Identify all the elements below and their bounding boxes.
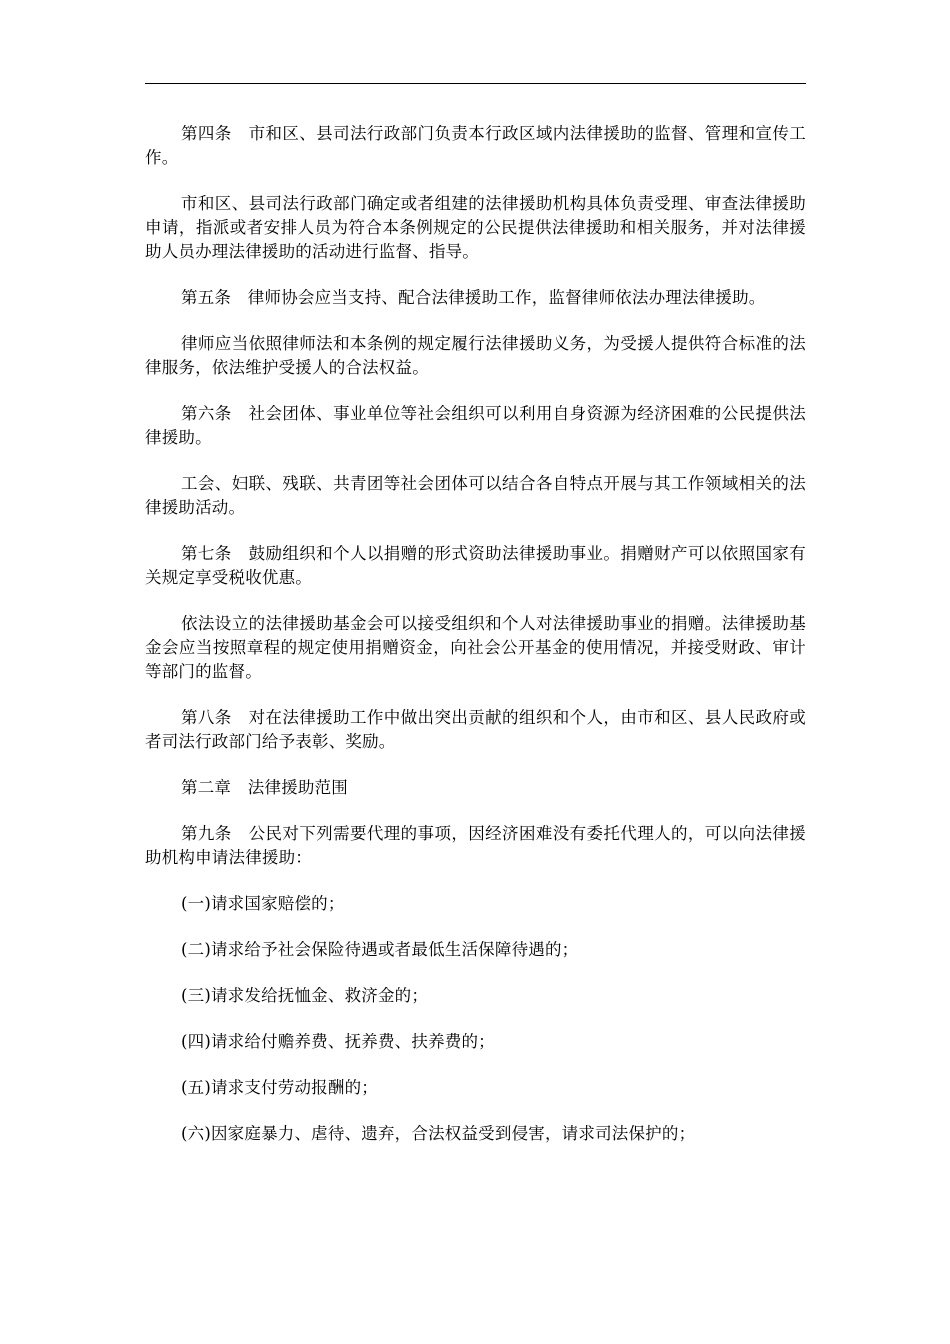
- document-body: [145, 122, 806, 1168]
- article-9-item-3: (三)请求发给抚恤金、救济金的；: [181, 986, 429, 1005]
- article-9-item-2: (二)请求给予社会保险待遇或者最低生活保障待遇的；: [181, 940, 579, 959]
- header-rule: [145, 83, 806, 84]
- article-9-item-5: (五)请求支付劳动报酬的；: [181, 1078, 378, 1097]
- article-6-para-1: 第六条 社会团体、事业单位等社会组织可以利用自身资源为经济困难的公民提供法律援助。: [145, 404, 806, 447]
- article-5-para-1: 第五条 律师协会应当支持、配合法律援助工作，监督律师依法办理法律援助。: [181, 288, 766, 307]
- article-9-item-4: (四)请求给付赡养费、抚养费、扶养费的；: [181, 1032, 495, 1051]
- article-4-para-2: 市和区、县司法行政部门确定或者组建的法律援助机构具体负责受理、审查法律援助申请，指派或者安排人员为符合本条例规定的公民提供法律援助和相关服务，并对法律援助人员办理法律援助的活动进行监督、指导。: [145, 194, 806, 261]
- chapter-2-heading: 第二章 法律援助范围: [181, 778, 348, 797]
- article-4-para-1: 第四条 市和区、县司法行政部门负责本行政区域内法律援助的监督、管理和宣传工作。: [145, 124, 806, 167]
- article-7-para-1: 第七条 鼓励组织和个人以捐赠的形式资助法律援助事业。捐赠财产可以依照国家有关规定享受税收优惠。: [145, 544, 806, 587]
- article-7-para-2: 依法设立的法律援助基金会可以接受组织和个人对法律援助事业的捐赠。法律援助基金会应当按照章程的规定使用捐赠资金，向社会公开基金的使用情况，并接受财政、审计等部门的监督。: [145, 614, 806, 681]
- article-5-para-2: 律师应当依照律师法和本条例的规定履行法律援助义务，为受援人提供符合标准的法律服务，依法维护受援人的合法权益。: [145, 334, 806, 377]
- article-9-para-1: 第九条 公民对下列需要代理的事项，因经济困难没有委托代理人的，可以向法律援助机构申请法律援助：: [145, 824, 806, 867]
- article-9-item-6: (六)因家庭暴力、虐待、遗弃，合法权益受到侵害，请求司法保护的；: [181, 1124, 696, 1143]
- article-9-item-1: (一)请求国家赔偿的；: [181, 894, 345, 913]
- article-8-para-1: 第八条 对在法律援助工作中做出突出贡献的组织和个人，由市和区、县人民政府或者司法行政部门给予表彰、奖励。: [145, 708, 806, 751]
- article-6-para-2: 工会、妇联、残联、共青团等社会团体可以结合各自特点开展与其工作领域相关的法律援助活动。: [145, 474, 806, 517]
